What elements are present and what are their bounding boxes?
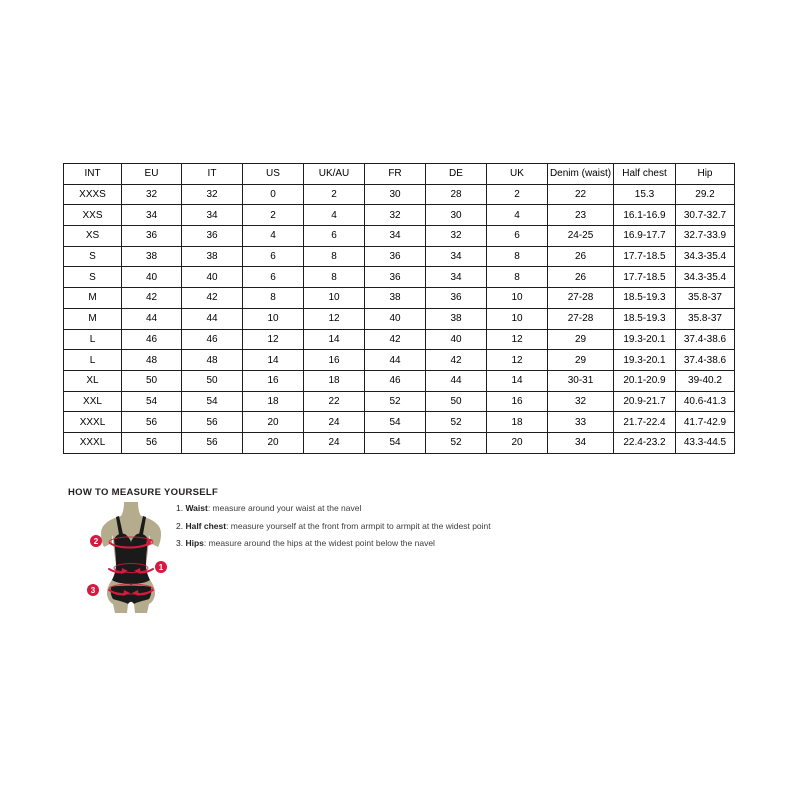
- table-cell: 37.4-38.6: [676, 329, 735, 350]
- table-cell: 6: [243, 267, 304, 288]
- table-cell: 41.7-42.9: [676, 412, 735, 433]
- table-cell: 36: [182, 226, 243, 247]
- table-cell: S: [64, 246, 122, 267]
- table-cell: 52: [426, 412, 487, 433]
- table-cell: 34.3-35.4: [676, 246, 735, 267]
- table-cell: 44: [426, 370, 487, 391]
- table-cell: 12: [243, 329, 304, 350]
- table-cell: 46: [182, 329, 243, 350]
- table-cell: 46: [122, 329, 182, 350]
- table-row: [64, 329, 735, 350]
- header-cell: Hip: [676, 164, 735, 185]
- step-text: : measure around your waist at the navel: [207, 503, 362, 513]
- table-cell: 42: [426, 350, 487, 371]
- table-cell: 4: [304, 205, 365, 226]
- table-cell: 20: [243, 432, 304, 453]
- header-cell: FR: [365, 164, 426, 185]
- table-cell: 52: [365, 391, 426, 412]
- header-cell: UK/AU: [304, 164, 365, 185]
- table-cell: 54: [182, 391, 243, 412]
- table-cell: 32: [548, 391, 614, 412]
- table-cell: 27-28: [548, 308, 614, 329]
- table-cell: 24: [304, 412, 365, 433]
- table-cell: 54: [365, 432, 426, 453]
- table-cell: 24: [304, 432, 365, 453]
- table-cell: 8: [487, 267, 548, 288]
- table-cell: 56: [182, 432, 243, 453]
- table-cell: XXL: [64, 391, 122, 412]
- table-row: [64, 412, 735, 433]
- table-cell: 22.4-23.2: [614, 432, 676, 453]
- table-cell: 30: [365, 184, 426, 205]
- table-cell: 0: [243, 184, 304, 205]
- header-cell: US: [243, 164, 304, 185]
- step-number: 3.: [176, 538, 186, 548]
- table-cell: 20: [243, 412, 304, 433]
- table-cell: 50: [182, 370, 243, 391]
- measure-step: [176, 503, 506, 514]
- measurement-figure-illustration: [80, 501, 180, 613]
- header-cell: IT: [182, 164, 243, 185]
- table-cell: 40: [365, 308, 426, 329]
- table-cell: 36: [426, 288, 487, 309]
- how-to-measure-title: HOW TO MEASURE YOURSELF: [68, 487, 219, 498]
- table-cell: 38: [365, 288, 426, 309]
- table-row: [64, 432, 735, 453]
- table-cell: 16: [304, 350, 365, 371]
- table-cell: 43.3-44.5: [676, 432, 735, 453]
- table-cell: 39-40.2: [676, 370, 735, 391]
- table-cell: XXXL: [64, 432, 122, 453]
- table-row: [64, 391, 735, 412]
- table-cell: 36: [365, 267, 426, 288]
- table-cell: 20.1-20.9: [614, 370, 676, 391]
- step-term: Half chest: [185, 520, 227, 531]
- table-cell: 40: [122, 267, 182, 288]
- table-cell: 33: [548, 412, 614, 433]
- table-cell: S: [64, 267, 122, 288]
- table-cell: 30.7-32.7: [676, 205, 735, 226]
- table-row: [64, 226, 735, 247]
- table-cell: 42: [122, 288, 182, 309]
- table-cell: M: [64, 308, 122, 329]
- table-cell: 6: [487, 226, 548, 247]
- table-cell: 14: [243, 350, 304, 371]
- table-cell: 40: [426, 329, 487, 350]
- table-cell: 17.7-18.5: [614, 246, 676, 267]
- table-cell: 32: [365, 205, 426, 226]
- table-cell: 16.1-16.9: [614, 205, 676, 226]
- table-cell: 48: [122, 350, 182, 371]
- table-cell: 34: [365, 226, 426, 247]
- table-cell: 44: [122, 308, 182, 329]
- table-cell: 20.9-21.7: [614, 391, 676, 412]
- table-row: [64, 246, 735, 267]
- table-cell: 14: [304, 329, 365, 350]
- step-term: Hips: [185, 538, 204, 548]
- table-cell: 16.9-17.7: [614, 226, 676, 247]
- table-cell: 50: [426, 391, 487, 412]
- table-cell: 8: [304, 267, 365, 288]
- table-row: [64, 308, 735, 329]
- hips-measure-badge: [87, 584, 99, 596]
- table-cell: 15.3: [614, 184, 676, 205]
- table-cell: 30: [426, 205, 487, 226]
- table-cell: 34: [548, 432, 614, 453]
- table-cell: 32.7-33.9: [676, 226, 735, 247]
- table-cell: 34: [426, 267, 487, 288]
- table-row: [64, 267, 735, 288]
- table-cell: 50: [122, 370, 182, 391]
- table-cell: 30-31: [548, 370, 614, 391]
- table-cell: 14: [487, 370, 548, 391]
- table-cell: 22: [304, 391, 365, 412]
- table-cell: 38: [426, 308, 487, 329]
- table-cell: 12: [487, 350, 548, 371]
- table-cell: 32: [182, 184, 243, 205]
- table-cell: 37.4-38.6: [676, 350, 735, 371]
- waist-measure-badge: [155, 561, 167, 573]
- table-cell: 48: [182, 350, 243, 371]
- table-row: [64, 370, 735, 391]
- table-cell: 56: [182, 412, 243, 433]
- table-cell: 8: [243, 288, 304, 309]
- table-cell: 38: [182, 246, 243, 267]
- measure-step: [176, 521, 506, 532]
- table-cell: 46: [365, 370, 426, 391]
- table-cell: XXXS: [64, 184, 122, 205]
- table-cell: 56: [122, 412, 182, 433]
- table-cell: 24-25: [548, 226, 614, 247]
- table-cell: M: [64, 288, 122, 309]
- table-cell: 12: [304, 308, 365, 329]
- table-cell: 18.5-19.3: [614, 288, 676, 309]
- table-cell: 18: [304, 370, 365, 391]
- table-cell: 19.3-20.1: [614, 329, 676, 350]
- table-cell: 10: [487, 308, 548, 329]
- table-cell: 34: [426, 246, 487, 267]
- table-cell: 29: [548, 329, 614, 350]
- table-cell: 26: [548, 267, 614, 288]
- header-cell: DE: [426, 164, 487, 185]
- table-cell: 26: [548, 246, 614, 267]
- table-cell: 54: [122, 391, 182, 412]
- table-cell: 20: [487, 432, 548, 453]
- table-cell: 42: [365, 329, 426, 350]
- chest-measure-badge: [90, 535, 102, 547]
- table-cell: 40.6-41.3: [676, 391, 735, 412]
- table-cell: 40: [182, 267, 243, 288]
- table-cell: 4: [487, 205, 548, 226]
- table-cell: 32: [426, 226, 487, 247]
- step-term: Waist: [185, 503, 208, 513]
- step-number: 1.: [176, 503, 186, 513]
- table-cell: 2: [304, 184, 365, 205]
- step-text: : measure around the hips at the widest point below the navel: [203, 538, 435, 548]
- table-cell: 23: [548, 205, 614, 226]
- table-cell: 6: [304, 226, 365, 247]
- table-row: [64, 205, 735, 226]
- table-cell: L: [64, 329, 122, 350]
- table-cell: 22: [548, 184, 614, 205]
- table-cell: 34: [122, 205, 182, 226]
- svg-text:3: 3: [90, 586, 96, 595]
- table-cell: 21.7-22.4: [614, 412, 676, 433]
- table-cell: 18: [243, 391, 304, 412]
- table-cell: 27-28: [548, 288, 614, 309]
- table-cell: XXS: [64, 205, 122, 226]
- table-cell: 16: [487, 391, 548, 412]
- step-number: 2.: [176, 520, 186, 531]
- table-row: [64, 288, 735, 309]
- header-cell: EU: [122, 164, 182, 185]
- table-cell: 10: [243, 308, 304, 329]
- table-cell: 42: [182, 288, 243, 309]
- table-cell: 44: [365, 350, 426, 371]
- measure-steps: [176, 503, 506, 549]
- table-cell: 2: [243, 205, 304, 226]
- header-cell: Half chest: [614, 164, 676, 185]
- table-cell: 35.8-37: [676, 308, 735, 329]
- table-cell: 10: [487, 288, 548, 309]
- table-cell: 32: [122, 184, 182, 205]
- table-cell: 16: [243, 370, 304, 391]
- table-row: [64, 350, 735, 371]
- table-cell: 38: [122, 246, 182, 267]
- table-cell: L: [64, 350, 122, 371]
- table-cell: 8: [304, 246, 365, 267]
- table-cell: 6: [243, 246, 304, 267]
- table-cell: 12: [487, 329, 548, 350]
- table-cell: 28: [426, 184, 487, 205]
- table-cell: 56: [122, 432, 182, 453]
- table-cell: 36: [122, 226, 182, 247]
- table-cell: 2: [487, 184, 548, 205]
- table-cell: 18.5-19.3: [614, 308, 676, 329]
- step-text: : measure yourself at the front from armpit to armpit at the widest point: [226, 520, 491, 531]
- table-cell: 10: [304, 288, 365, 309]
- table-cell: 29: [548, 350, 614, 371]
- table-cell: 54: [365, 412, 426, 433]
- table-cell: 17.7-18.5: [614, 267, 676, 288]
- table-cell: 19.3-20.1: [614, 350, 676, 371]
- table-cell: 4: [243, 226, 304, 247]
- table-body: [64, 184, 735, 453]
- header-row: [64, 164, 735, 185]
- table-cell: 52: [426, 432, 487, 453]
- table-cell: 18: [487, 412, 548, 433]
- table-cell: 34: [182, 205, 243, 226]
- table-cell: XL: [64, 370, 122, 391]
- header-cell: INT: [64, 164, 122, 185]
- table-cell: 29.2: [676, 184, 735, 205]
- table-row: [64, 184, 735, 205]
- table-cell: 8: [487, 246, 548, 267]
- table-cell: XXXL: [64, 412, 122, 433]
- table-cell: 35.8-37: [676, 288, 735, 309]
- svg-text:1: 1: [158, 563, 164, 572]
- measure-step: [176, 538, 506, 549]
- svg-text:2: 2: [93, 537, 99, 546]
- table-cell: 34.3-35.4: [676, 267, 735, 288]
- header-cell: UK: [487, 164, 548, 185]
- header-cell: Denim (waist): [548, 164, 614, 185]
- table-cell: 44: [182, 308, 243, 329]
- table-cell: 36: [365, 246, 426, 267]
- table-cell: XS: [64, 226, 122, 247]
- size-chart-table: [63, 163, 735, 454]
